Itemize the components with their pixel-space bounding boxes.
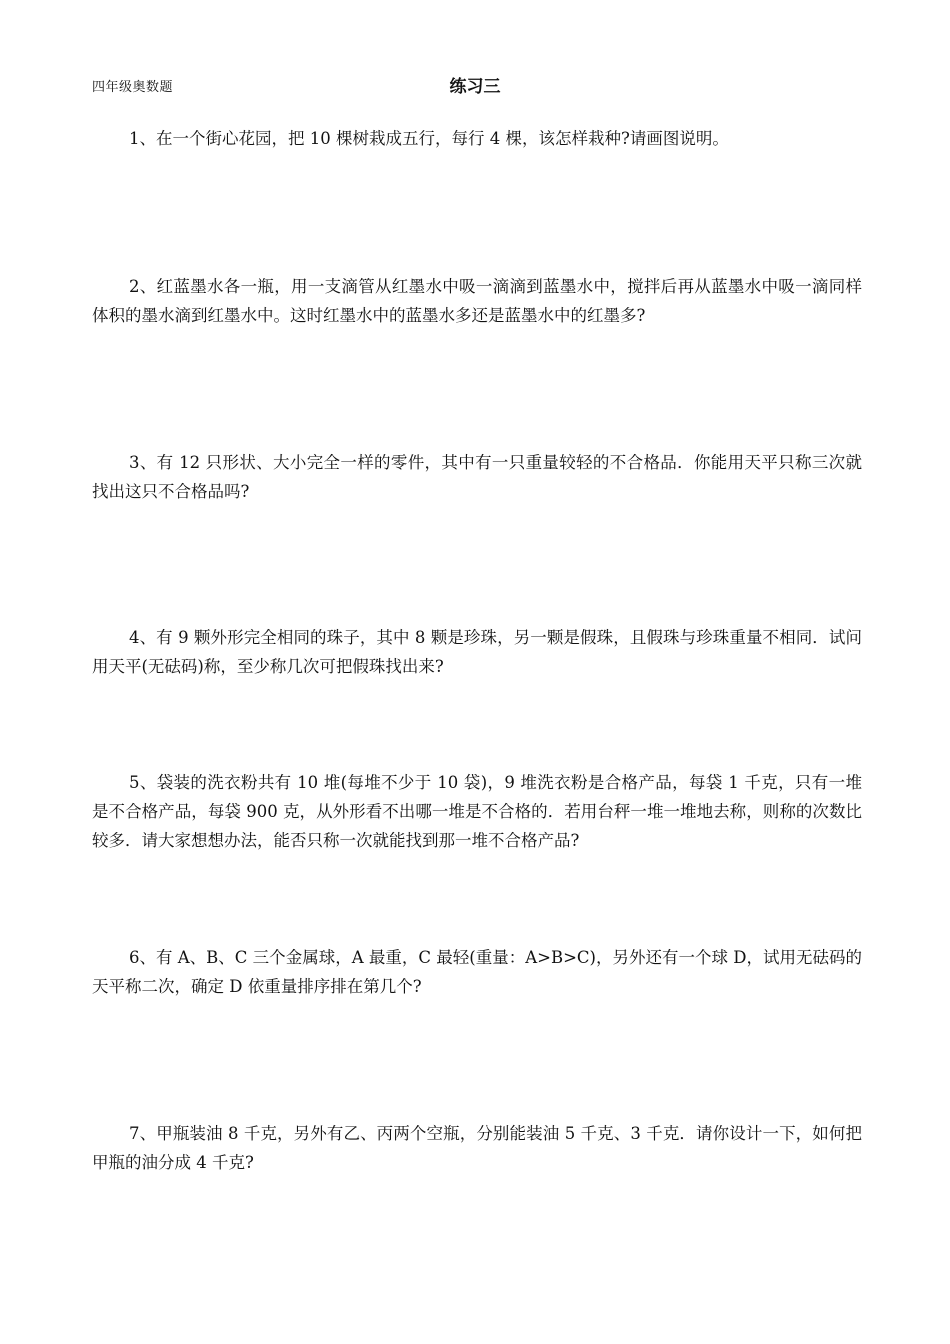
grade-label: 四年级奥数题 [92, 80, 174, 95]
problem-2: 2、红蓝墨水各一瓶，用一支滴管从红墨水中吸一滴滴到蓝墨水中，搅拌后再从蓝墨水中吸一滴同样体积的墨水滴到红墨水中。这时红墨水中的蓝墨水多还是蓝墨水中的红墨多? [92, 277, 862, 325]
problem-1: 1、在一个街心花园，把 10 棵树栽成五行，每行 4 棵，该怎样栽种?请画图说明。 [129, 129, 729, 148]
problem-3: 3、有 12 只形状、大小完全一样的零件，其中有一只重量较轻的不合格品．你能用天平只称三次就找出这只不合格品吗? [92, 453, 862, 501]
problem-5: 5、袋装的洗衣粉共有 10 堆(每堆不少于 10 袋)，9 堆洗衣粉是合格产品，每袋 1 千克，只有一堆是不合格产品，每袋 900 克，从外形看不出哪一堆是不合格的．若用台秤一堆一堆地去称，则称的次数比较多．请大家想想办法，能否只称一次就能找到那一堆不合格产品? [92, 773, 862, 850]
page-title: 练习三 [449, 77, 501, 97]
problem-4: 4、有 9 颗外形完全相同的珠子，其中 8 颗是珍珠，另一颗是假珠，且假珠与珍珠重量不相同．试问用天平(无砝码)称，至少称几次可把假珠找出来? [92, 628, 862, 676]
problem-6: 6、有 A、B、C 三个金属球，A 最重，C 最轻(重量：A>B>C)，另外还有一个球 D，试用无砝码的天平称二次，确定 D 依重量排序排在第几个? [92, 948, 862, 996]
problem-7: 7、甲瓶装油 8 千克，另外有乙、丙两个空瓶，分别能装油 5 千克、3 千克．请你设计一下，如何把甲瓶的油分成 4 千克? [92, 1124, 862, 1172]
